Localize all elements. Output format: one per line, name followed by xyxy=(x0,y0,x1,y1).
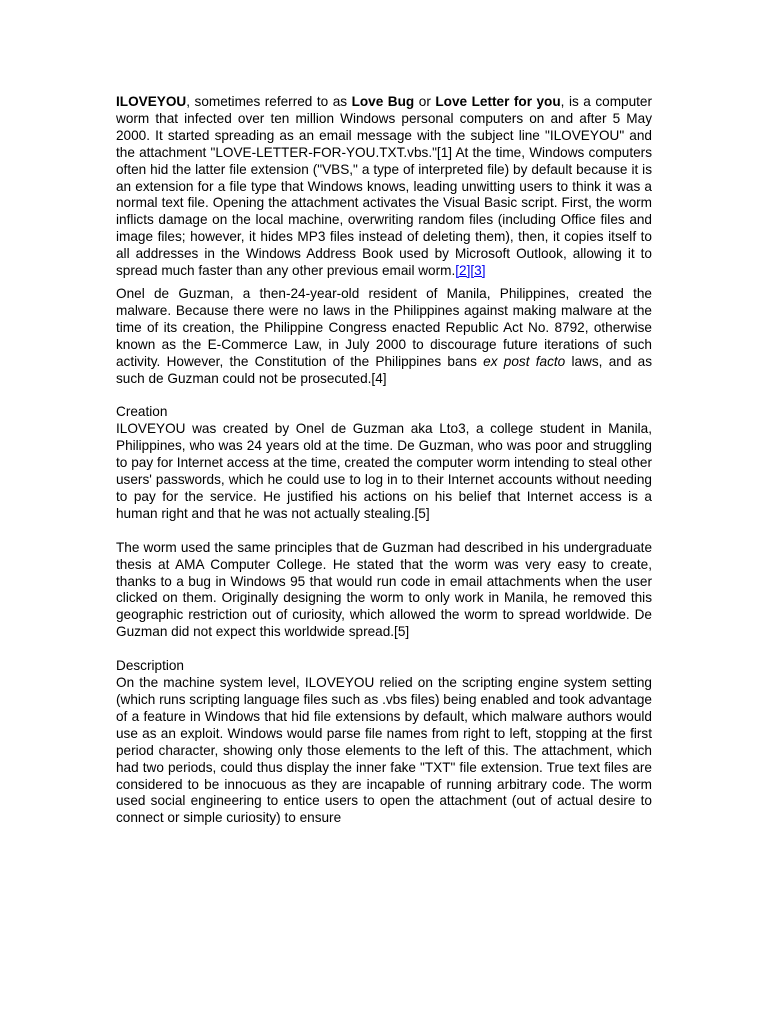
reference-links-2-3[interactable]: [2][3] xyxy=(455,263,486,279)
creation-paragraph-1: ILOVEYOU was created by Onel de Guzman aka Lto3, a college student in Manila, Philippines, who was 24 years old at the time. De Guzman, who was poor and struggling to pay for Internet access at the time, created the computer worm intending to steal other users' passwords, which he could use to log in to their Internet accounts without needing to pay for the service. He justified his actions on his belief that Internet access is a human right and that he was not actually stealing.[5] xyxy=(116,421,652,521)
creation-paragraph-2: The worm used the same principles that de Guzman had described in his undergraduate thesis at AMA Computer College. He stated that the worm was very easy to create, thanks to a bug in Windows 95 that would run code in email attachments when the user clicked on them. Originally designing the worm to only work in Manila, he removed this geographic restriction out of curiosity, which allowed the worm to spread worldwide. De Guzman did not expect this worldwide spread.[5] xyxy=(116,539,652,640)
intro-paragraph: ILOVEYOU, sometimes referred to as Love Bug or Love Letter for you, is a computer worm that infected over ten million Windows personal computers on and after 5 May 2000. It started spreading as an email message with the subject line "ILOVEYOU" and the attachment "LOVE-LETTER-FOR-YOU.TXT.vbs."[1] At the time, Windows computers often hid the latter file extension ("VBS," a type of interpreted file) by default because it is an extension for a file type that Windows knows, leading unwitting users to think it was a normal text file. Opening the attachment activates the Visual Basic script. First, the worm inflicts damage on the local machine, overwriting random files (including Office files and image files; however, it hides MP3 files instead of deleting them), then, it copies itself to all addresses in the Windows Address Book used by Microsoft Outlook, allowing it to spread much faster than any other previous email worm.[2][3] xyxy=(116,94,653,279)
term-love-bug: Love Bug xyxy=(351,94,415,109)
term-love-letter: Love Letter for you xyxy=(435,94,561,109)
article-body xyxy=(116,94,652,827)
term-ex-post-facto: ex post facto xyxy=(483,353,566,369)
section-heading-description: Description xyxy=(116,658,184,674)
author-paragraph: Onel de Guzman, a then-24-year-old resident of Manila, Philippines, created the malware. Because there were no laws in the Philippines against making malware at the time of its creation, the Philippine Congress enacted Republic Act No. 8792, otherwise known as the E-Commerce Law, in July 2000 to discourage future iterations of such activity. However, the Constitution of the Philippines bans ex post facto laws, and as such de Guzman could not be prosecuted.[4] xyxy=(116,285,652,386)
description-paragraph-1: On the machine system level, ILOVEYOU relied on the scripting engine system setting (which runs scripting language files such as .vbs files) being enabled and took advantage of a feature in Windows that hid file extensions by default, which malware authors would use as an exploit. Windows would parse file names from right to left, stopping at the first period character, showing only those elements to the left of this. The attachment, which had two periods, could thus display the inner fake "TXT" file extension. True text files are considered to be innocuous as they are incapable of running arbitrary code. The worm used social engineering to entice users to open the attachment (out of actual desire to connect or simple curiosity) to ensure xyxy=(116,675,652,826)
section-heading-creation: Creation xyxy=(116,404,168,420)
term-iloveyou: ILOVEYOU xyxy=(116,94,187,109)
